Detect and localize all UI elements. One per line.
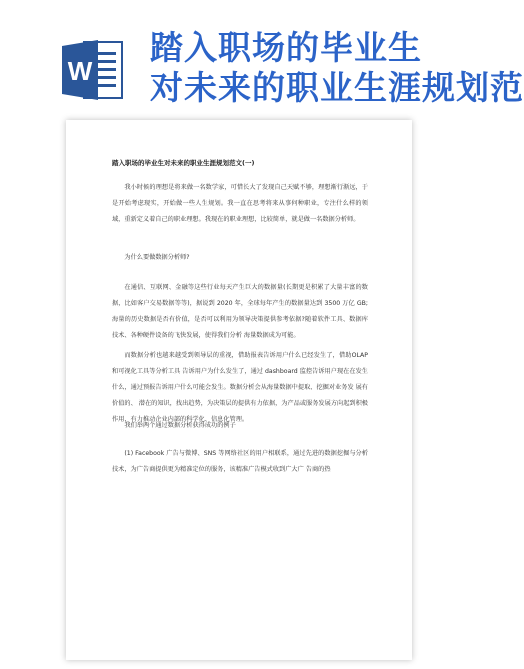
paragraph: 我小时候的理想是将来做一名数学家，可惜长大了发现自己天赋不够，理想渐行渐远，于是开始考虑现实，开始做一些人生规划。我一直在思考将来从事何种职业，专注什么样的领域，重新定义着自己的职业理想。我现在的职业理想，比较简单，就是做一名数据分析师。 — [112, 184, 368, 223]
paragraph: 我们举两个通过数据分析获得成功的例子 — [124, 422, 236, 429]
banner-title: 踏入职场的毕业生 对未来的职业生涯规划范 — [150, 28, 524, 107]
document-page — [66, 120, 412, 660]
paragraph: 在通信、互联网、金融等这些行业每天产生巨大的数据量(长期更是积累了大量丰富的数据，比如客户交易数据等等)，据说到 2020 年，全球每年产生的数据量达到 3500 万亿 GB;海量的历史数据是否有价值，是否可以利用为领导决策提供参考依据?随着软件工具、数据库技术、各种硬件设备的飞快发展，使得我们分析 海量数据成为可能。 — [112, 284, 368, 339]
svg-text:W: W — [67, 56, 93, 86]
header-banner — [0, 0, 524, 118]
word-document-icon — [62, 38, 124, 102]
paragraph: 为什么要做数据分析师? — [124, 254, 190, 261]
document-title: 踏入职场的毕业生对未来的职业生涯规划范文(一) — [112, 159, 255, 167]
paragraph: (1) Facebook 广告与微博、SNS 等网络社区的用户相联系，通过先进的数据挖掘与分析技术，为广告商提供更为精准定位的服务，该精准广告模式收到广大广 告商的热 — [112, 450, 368, 473]
paragraph: 而数据分析也越来越受到领导层的重视，借助报表告诉用户什么已经发生了，借助OLAP 和可视化工具等分析工具 告诉用户为什么发生了，通过 dashboard 监控告诉用户现在在发生什么，通过预报告诉用户什么可能会发生。数据分析会从海量数据中提取、挖掘对业务发 展有价值的、 潜在的知识，找出趋势，为决策层的提供有力依据，为产品或服务发展方向起到积极作用，有力推动企业内部的科学化、信息化管理。 — [112, 352, 368, 423]
